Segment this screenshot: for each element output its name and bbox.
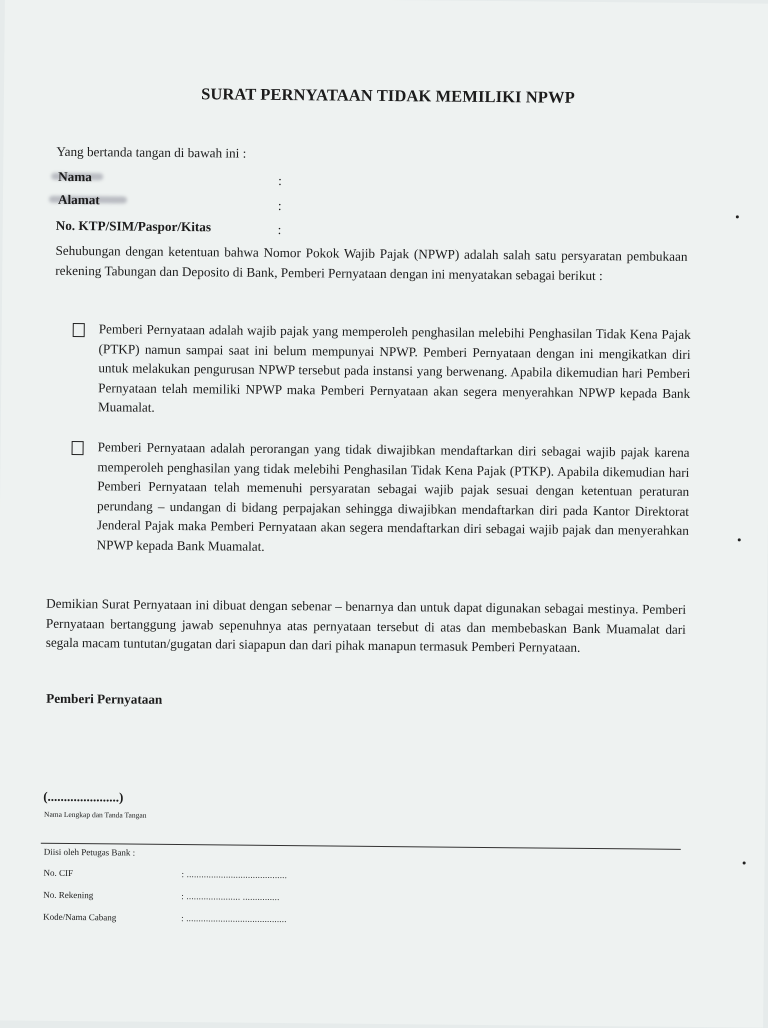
signature-caption: Nama Lengkap dan Tanda Tangan xyxy=(44,809,147,820)
bank-value-rekening: : ...................... ............... xyxy=(181,891,280,903)
bank-value-cif: : ......................................... xyxy=(181,869,288,881)
option-2-text: Pemberi Pernyataan adalah perorangan yang tidak diwajibkan mendaftarkan diri sebagai wajib pajak karena memperoleh penghasilan yang tidak melebihi Penghasilan Tidak Kena Pajak (PTKP). Apabila dikemudian hari Pemberi Pernyataan telah memenuhi persyaratan sebagai wajib pajak sesuai dengan ketentuan peraturan perundang – undangan di bidang perpajakan sehingga diwajibkan mendaftarkan diri pada Kantor Direktorat Jenderal Pajak maka Pemberi Pernyataan akan segera mendaftarkan diri sebagai wajib pajak dan menyerahkan NPWP kepada Bank Muamalat. xyxy=(96,439,690,554)
statement-paragraph: Sehubungan dengan ketentuan bahwa Nomor Pokok Wajib Pajak (NPWP) adalah salah satu persyaratan pembukaan rekening Tabungan dan Deposito di Bank, Pemberi Pernyataan dengan ini menyatakan sebagai berikut : xyxy=(55,242,688,283)
scan-speck xyxy=(743,861,746,864)
bank-value-cabang: : ......................................... xyxy=(181,913,287,925)
signer-heading: Pemberi Pernyataan xyxy=(46,690,163,707)
field-colon-id: : xyxy=(277,221,282,238)
signature-placeholder: (......................) xyxy=(43,788,124,805)
field-label-nama: Nama xyxy=(58,168,92,185)
option-2-checkbox[interactable] xyxy=(72,441,84,455)
option-1-checkbox[interactable] xyxy=(73,323,85,337)
scan-speck xyxy=(736,215,739,218)
intro-text: Yang bertanda tangan di bawah ini : xyxy=(56,143,247,161)
bank-label-cabang: Kode/Nama Cabang xyxy=(43,911,117,923)
field-colon-nama: : xyxy=(278,172,282,189)
bank-label-cif: No. CIF xyxy=(43,867,74,879)
field-colon-alamat: : xyxy=(277,197,282,214)
scan-speck xyxy=(738,538,741,541)
field-label-id: No. KTP/SIM/Paspor/Kitas xyxy=(55,217,212,235)
option-1-text: Pemberi Pernyataan adalah wajib pajak yang memperoleh penghasilan melebihi Penghasilan Tidak Kena Pajak (PTKP) namun sampai saat ini belum mempunyai NPWP. Pemberi Pernyataan dengan ini mengikatkan diri untuk melakukan pengurusan NPWP tersebut pada instansi yang berwenang. Apabila dikemudian hari Pemberi Pernyataan telah memiliki NPWP maka Pemberi Pernyataan akan segera menyerahkan NPWP kepada Bank Muamalat. xyxy=(97,321,691,415)
field-label-alamat: Alamat xyxy=(57,191,100,208)
document-title: SURAT PERNYATAAN TIDAK MEMILIKI NPWP xyxy=(201,84,575,107)
closing-paragraph: Demikian Surat Pernyataan ini dibuat dengan sebenar – benarnya dan untuk dapat digunakan sebagai mestinya. Pemberi Pernyataan bertanggung jawab sepenuhnya atas pernyataan tersebut di atas dan membebaskan Bank Muamalat dari segala macam tuntutan/gugatan dari siapapun dan dari pihak manapun termasuk Pemberi Pernyataan. xyxy=(45,595,687,655)
bank-section-heading: Diisi oleh Petugas Bank : xyxy=(43,846,136,858)
divider-line xyxy=(41,843,681,850)
bank-label-rekening: No. Rekening xyxy=(43,889,94,901)
